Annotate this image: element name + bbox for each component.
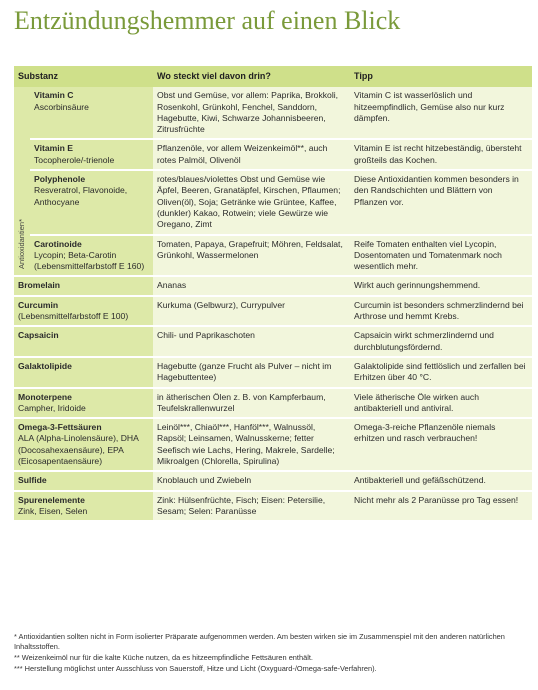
footnote-1: * Antioxidantien sollten nicht in Form isolierter Präparate aufgenommen werden. Am besten wirken sie im Zusammenspiel mit den anderen natürlichen Inhaltsstoffen.: [14, 632, 505, 651]
tip-cell: Nicht mehr als 2 Paranüsse pro Tag essen!: [350, 490, 532, 521]
substance-name: Carotinoide: [34, 238, 82, 249]
table-row: [14, 138, 532, 169]
tip-cell: Vitamin E ist recht hitzebeständig, übersteht großteils das Kochen.: [350, 138, 532, 169]
substance-cell: [14, 325, 153, 356]
substance-name: Capsaicin: [18, 330, 59, 341]
substance-cell: [14, 275, 153, 294]
table-row: [14, 295, 532, 326]
substance-detail: Tocopherole/-trienole: [34, 154, 115, 165]
table-row: [14, 470, 532, 489]
footnotes: [14, 632, 534, 675]
substance-name: Curcumin: [18, 299, 59, 310]
substance-cell: [14, 470, 153, 489]
tip-cell: Curcumin ist besonders schmerzlindernd bei Arthrose und hemmt Krebs.: [350, 295, 532, 326]
substance-name: Polyphenole: [34, 174, 86, 185]
table-row: [14, 387, 532, 418]
substance-name: Bromelain: [18, 280, 61, 291]
source-cell: rotes/blaues/violettes Obst und Gemüse wie Äpfel, Beeren, Granatäpfel, Kirschen, Pflaumen; Oliven(öl), Soja; Getränke wie Grüntee, Kaffee, (dunkler) Kakao, Rotwein; viele Gewürze wie Oregano, Zimt: [153, 169, 350, 233]
substance-name: Vitamin C: [34, 90, 74, 101]
substance-detail: ALA (Alpha-Linolensäure), DHA (Docosahexaensäure), EPA (Eicosapentaensäure): [18, 433, 139, 467]
table-row: [14, 234, 532, 276]
substance-detail: Resveratrol, Flavonoide, Anthocyane: [34, 185, 128, 207]
tip-cell: Reife Tomaten enthalten viel Lycopin, Dosentomaten und Tomatenmark noch wesentlich mehr.: [350, 234, 532, 276]
source-cell: Tomaten, Papaya, Grapefruit; Möhren, Feldsalat, Grünkohl, Wassermelonen: [153, 234, 350, 276]
tip-cell: Galaktolipide sind fettlöslich und zerfallen bei Erhitzen über 40 °C.: [350, 356, 532, 387]
substance-name: Spurenelemente: [18, 494, 85, 505]
footnote-3: *** Herstellung möglichst unter Ausschluss von Sauerstoff, Hitze und Licht (Oxyguard-/Omega-safe-Verfahren).: [14, 664, 377, 673]
table-row: [14, 169, 532, 233]
substance-detail: Ascorbinsäure: [34, 101, 89, 112]
source-cell: in ätherischen Ölen z. B. von Kampferbaum, Teufelskrallenwurzel: [153, 387, 350, 418]
header-wo: Wo steckt viel davon drin?: [153, 66, 350, 87]
source-cell: Ananas: [153, 275, 350, 294]
tip-cell: Viele ätherische Öle wirken auch antibakteriell und antiviral.: [350, 387, 532, 418]
page-title: Entzündungshemmer auf einen Blick: [14, 6, 401, 35]
tip-cell: Vitamin C ist wasserlöslich und hitzeempfindlich, Gemüse also nur kurz dämpfen.: [350, 87, 532, 138]
table-header-row: [14, 66, 532, 87]
table-row: [14, 417, 532, 470]
substance-detail: Campher, Iridoide: [18, 402, 86, 413]
substance-cell: [14, 356, 153, 387]
substance-detail: (Lebensmittelfarbstoff E 100): [18, 311, 129, 322]
substance-cell: [30, 169, 153, 233]
source-cell: Leinöl***, Chiaöl***, Hanföl***, Walnussöl, Rapsöl; Leinsamen, Walnusskerne; fetter Seefisch wie Lachs, Hering, Makrele, Sardelle; Mikroalgen (Chlorella, Spirulina): [153, 417, 350, 470]
substance-cell: [30, 138, 153, 169]
source-cell: Pflanzenöle, vor allem Weizenkeimöl**, auch rotes Palmöl, Olivenöl: [153, 138, 350, 169]
tip-cell: Omega-3-reiche Pflanzenöle niemals erhitzen und rasch verbrauchen!: [350, 417, 532, 470]
substance-cell: [14, 417, 153, 470]
table-row: [14, 87, 532, 138]
substance-detail: Zink, Eisen, Selen: [18, 505, 88, 516]
substance-name: Vitamin E: [34, 143, 74, 154]
header-substanz: Substanz: [14, 66, 153, 87]
substance-cell: [30, 87, 153, 138]
header-tipp: Tipp: [350, 66, 532, 87]
source-cell: Knoblauch und Zwiebeln: [153, 470, 350, 489]
substance-cell: [30, 234, 153, 276]
table-body: [14, 87, 532, 520]
tip-cell: Antibakteriell und gefäßschützend.: [350, 470, 532, 489]
table-row: [14, 325, 532, 356]
source-cell: Kurkuma (Gelbwurz), Currypulver: [153, 295, 350, 326]
side-label: Antioxidantien*: [17, 219, 26, 270]
substance-name: Galaktolipide: [18, 360, 72, 371]
substance-cell: [14, 295, 153, 326]
source-cell: Chili- und Paprikaschoten: [153, 325, 350, 356]
substance-name: Omega-3-Fettsäuren: [18, 422, 102, 433]
table-row: [14, 275, 532, 294]
substance-name: Sulfide: [18, 475, 47, 486]
substance-name: Monoterpene: [18, 391, 72, 402]
substance-cell: [14, 387, 153, 418]
substance-cell: [14, 490, 153, 521]
tip-cell: Diese Antioxidantien kommen besonders in den Randschichten und Blättern von Pflanzen vor.: [350, 169, 532, 233]
footnote-2: ** Weizenkeimöl nur für die kalte Küche nutzen, da es hitzeempfindliche Fettsäuren enthält.: [14, 653, 313, 662]
tip-cell: Capsaicin wirkt schmerzlindernd und durchblutungsfördernd.: [350, 325, 532, 356]
anti-inflammatory-table: [14, 66, 532, 520]
table-row: [14, 356, 532, 387]
source-cell: Obst und Gemüse, vor allem: Paprika, Brokkoli, Rosenkohl, Grünkohl, Fenchel, Sanddorn, Hagebutte, Kiwi, Schwarze Johannisbeeren, Zitrusfrüchte: [153, 87, 350, 138]
table-row: [14, 490, 532, 521]
substance-detail: Lycopin; Beta-Carotin (Lebensmittelfarbstoff E 160): [34, 249, 145, 272]
source-cell: Zink: Hülsenfrüchte, Fisch; Eisen: Petersilie, Sesam; Selen: Paranüsse: [153, 490, 350, 521]
tip-cell: Wirkt auch gerinnungshemmend.: [350, 275, 532, 294]
source-cell: Hagebutte (ganze Frucht als Pulver – nicht im Hagebuttentee): [153, 356, 350, 387]
antioxidant-group-label: [14, 87, 30, 275]
